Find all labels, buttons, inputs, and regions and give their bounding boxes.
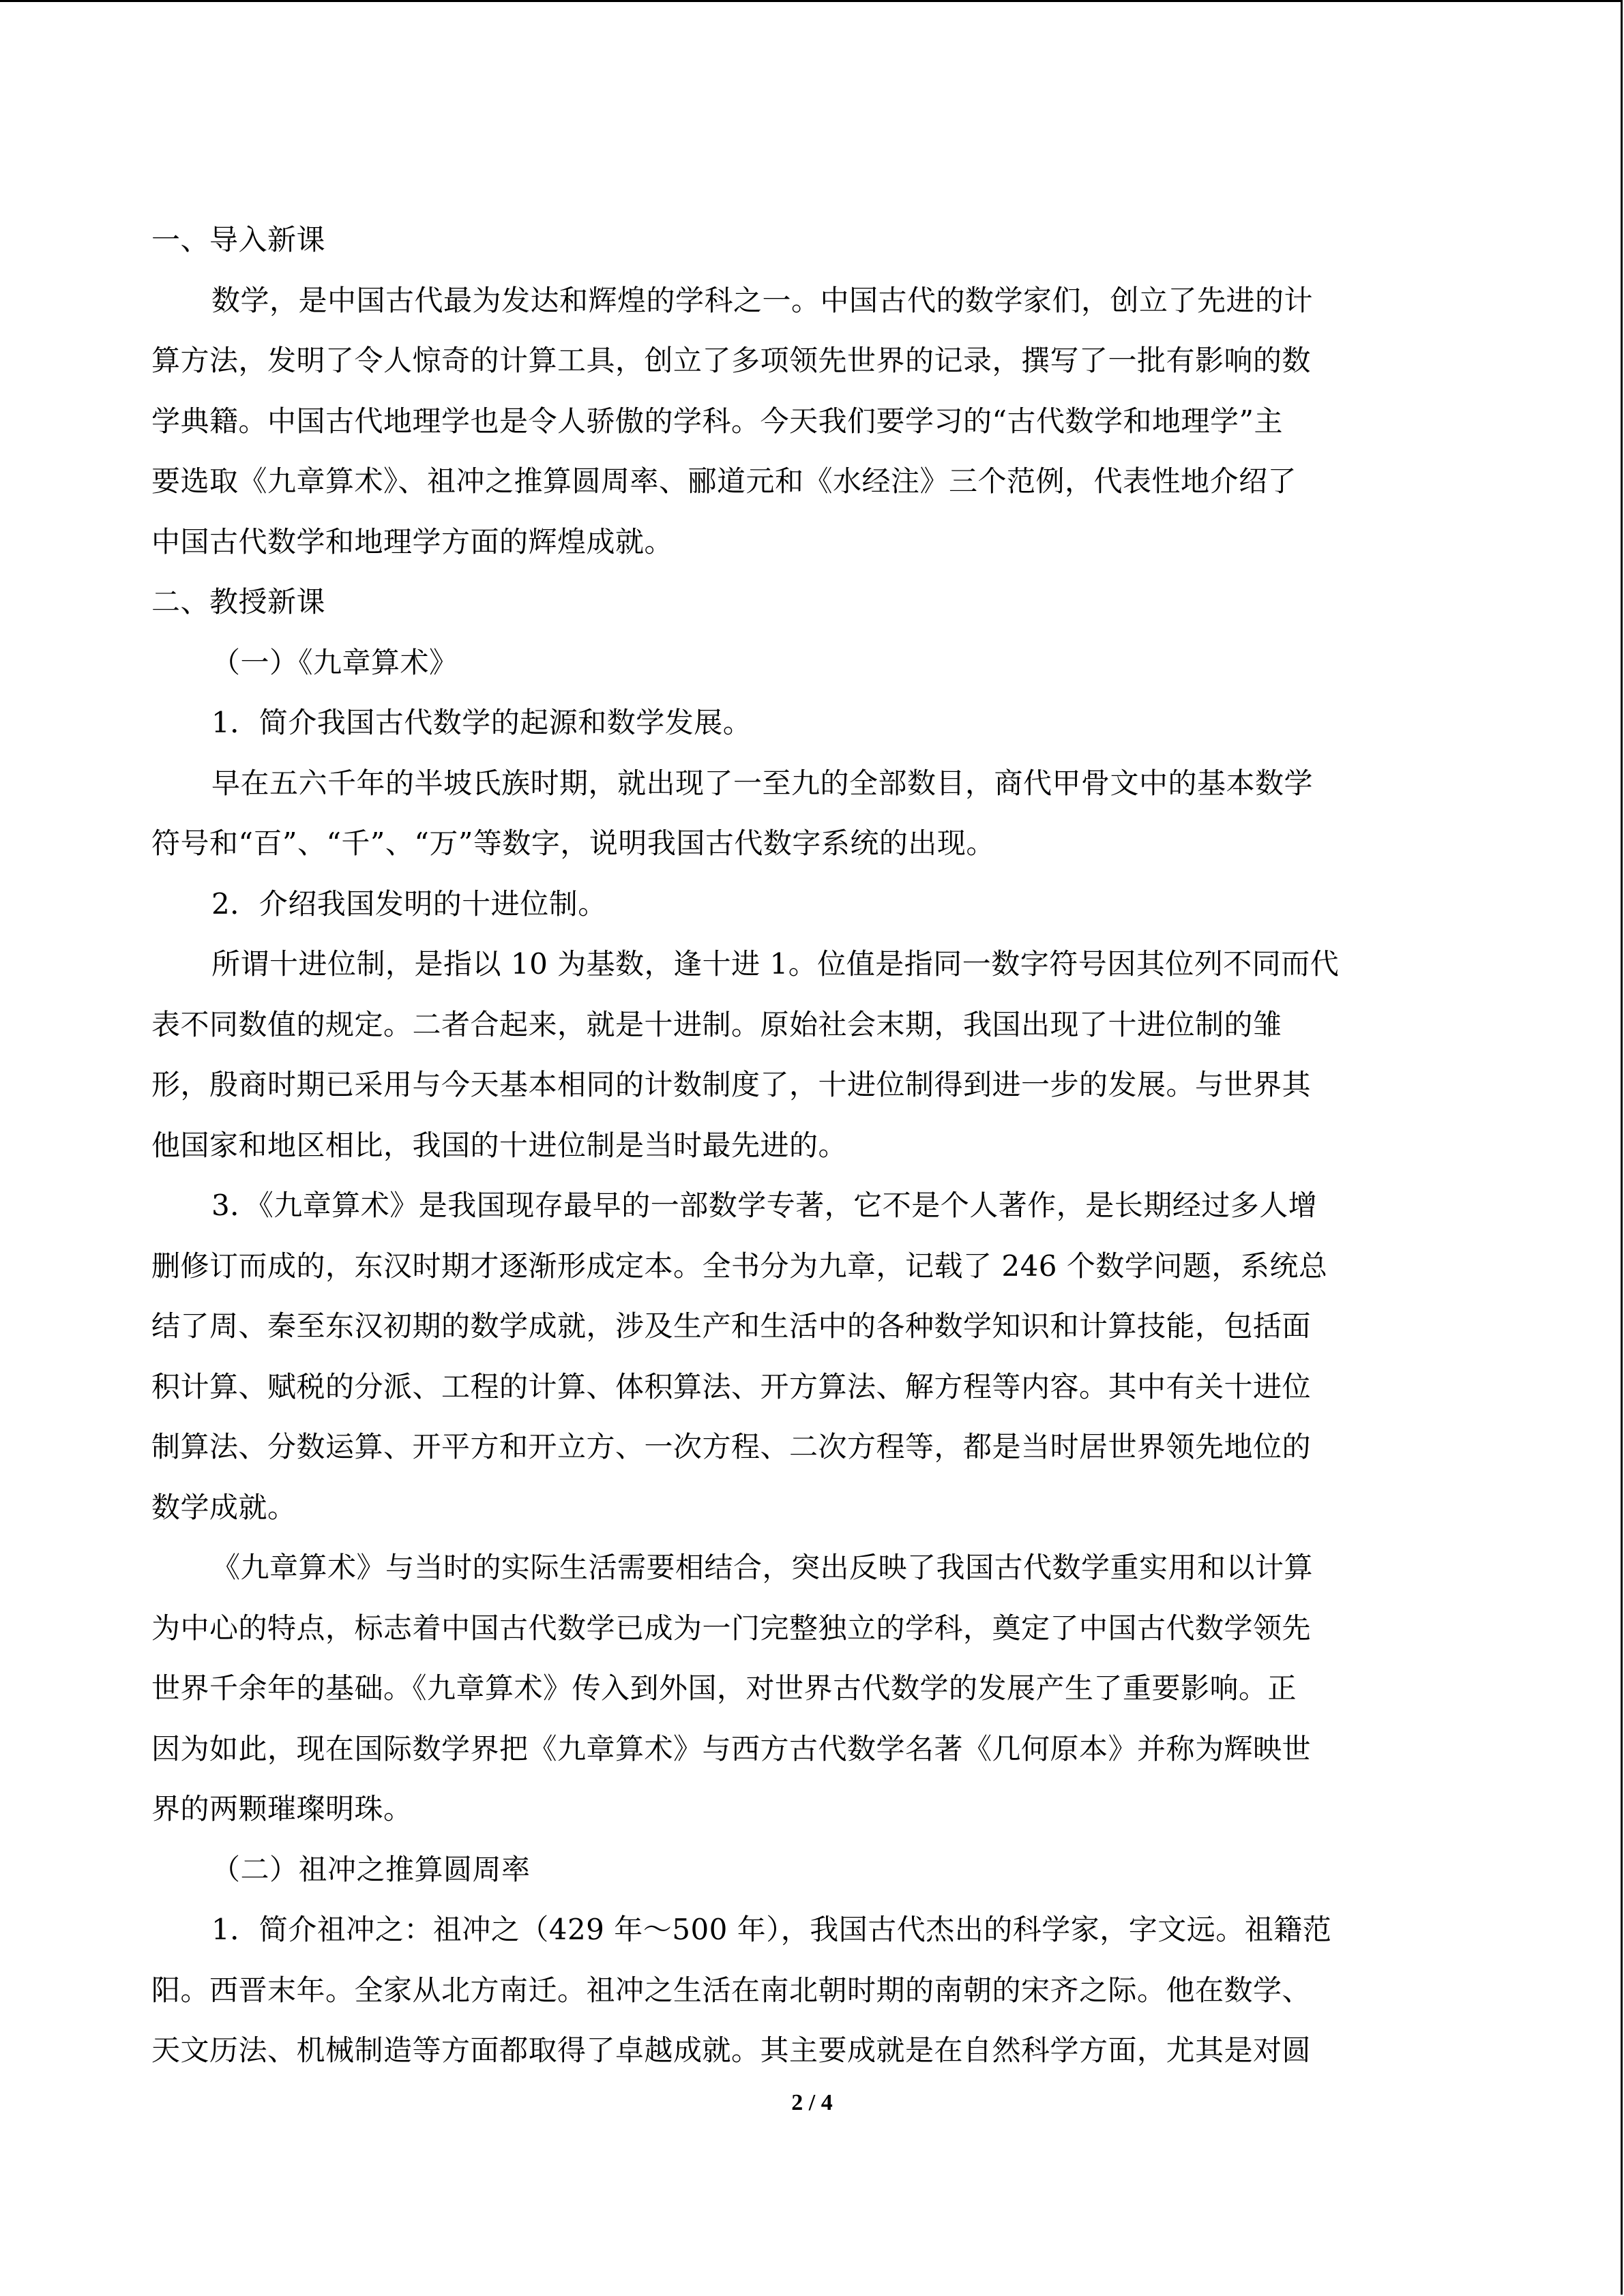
section-heading-teaching: 二、教授新课	[151, 585, 326, 618]
paragraph-line: 阳。西晋末年。全家从北方南迁。祖冲之生活在南北朝时期的南朝的宋齐之际。他在数学、	[151, 1973, 1312, 2007]
section-heading-intro: 一、导入新课	[151, 223, 326, 256]
paragraph-line: 《九章算术》与当时的实际生活需要相结合，突出反映了我国古代数学重实用和以计算	[211, 1551, 1314, 1584]
paragraph-line: 为中心的特点，标志着中国古代数学已成为一门完整独立的学科，奠定了中国古代数学领先	[151, 1611, 1312, 1645]
paragraph-line: 早在五六千年的半坡氏族时期，就出现了一至九的全部数目，商代甲骨文中的基本数学	[211, 766, 1314, 800]
paragraph-line: 所谓十进位制，是指以 10 为基数，逢十进 1。位值是指同一数字符号因其位列不同而代	[211, 947, 1340, 981]
paragraph-line: 要选取《九章算术》、祖冲之推算圆周率、郦道元和《水经注》三个范例，代表性地介绍了	[151, 464, 1297, 498]
paragraph-line: 删修订而成的，东汉时期才逐渐形成定本。全书分为九章，记载了 246 个数学问题，系统总	[151, 1249, 1328, 1283]
paragraph-line: 积计算、赋税的分派、工程的计算、体积算法、开方算法、解方程等内容。其中有关十进位	[151, 1369, 1312, 1403]
paragraph-line: 制算法、分数运算、开平方和开立方、一次方程、二次方程等，都是当时居世界领先地位的	[151, 1430, 1312, 1463]
page-number: 2 / 4	[791, 2090, 833, 2115]
numbered-item: 3．《九章算术》是我国现存最早的一部数学专著，它不是个人著作，是长期经过多人增	[211, 1189, 1318, 1222]
numbered-item: 2．介绍我国发明的十进位制。	[211, 886, 607, 921]
document-body	[151, 210, 1471, 2081]
paragraph-line: 算方法，发明了令人惊奇的计算工具，创立了多项领先世界的记录，撰写了一批有影响的数	[151, 344, 1312, 377]
paragraph-line: 中国古代数学和地理学方面的辉煌成就。	[151, 524, 674, 558]
paragraph-line: 形，殷商时期已采用与今天基本相同的计数制度了，十进位制得到进一步的发展。与世界其	[151, 1068, 1312, 1101]
subsection-heading-jiuzhang: （一）《九章算术》	[211, 645, 458, 679]
paragraph-line: 学典籍。中国古代地理学也是令人骄傲的学科。今天我们要学习的“古代数学和地理学”主	[151, 404, 1283, 438]
paragraph-line: 世界千余年的基础。《九章算术》传入到外国，对世界古代数学的发展产生了重要影响。正	[151, 1671, 1297, 1705]
paragraph-line: 符号和“百”、“千”、“万”等数字，说明我国古代数字系统的出现。	[151, 826, 995, 860]
numbered-item: 1．简介我国古代数学的起源和数学发展。	[211, 706, 752, 739]
paragraph-line: 他国家和地区相比，我国的十进位制是当时最先进的。	[151, 1128, 848, 1162]
paragraph-line: 表不同数值的规定。二者合起来，就是十进制。原始社会末期，我国出现了十进位制的雏	[151, 1007, 1282, 1041]
paragraph-line: 结了周、秦至东汉初期的数学成就，涉及生产和生活中的各种数学知识和计算技能，包括面	[151, 1309, 1312, 1343]
paragraph-line: 天文历法、机械制造等方面都取得了卓越成就。其主要成就是在自然科学方面，尤其是对圆	[151, 2033, 1312, 2067]
paragraph-line: 数学成就。	[151, 1490, 297, 1524]
numbered-item: 1．简介祖冲之：祖冲之（429 年～500 年），我国古代杰出的科学家，字文远。祖籍范	[211, 1913, 1332, 1946]
paragraph-line: 界的两颗璀璨明珠。	[151, 1792, 413, 1825]
subsection-heading-zuchongzhi: （二）祖冲之推算圆周率	[211, 1852, 531, 1886]
paragraph-line: 数学，是中国古代最为发达和辉煌的学科之一。中国古代的数学家们，创立了先进的计	[211, 283, 1314, 317]
paragraph-line: 因为如此，现在国际数学界把《九章算术》与西方古代数学名著《几何原本》并称为辉映世	[151, 1731, 1312, 1765]
